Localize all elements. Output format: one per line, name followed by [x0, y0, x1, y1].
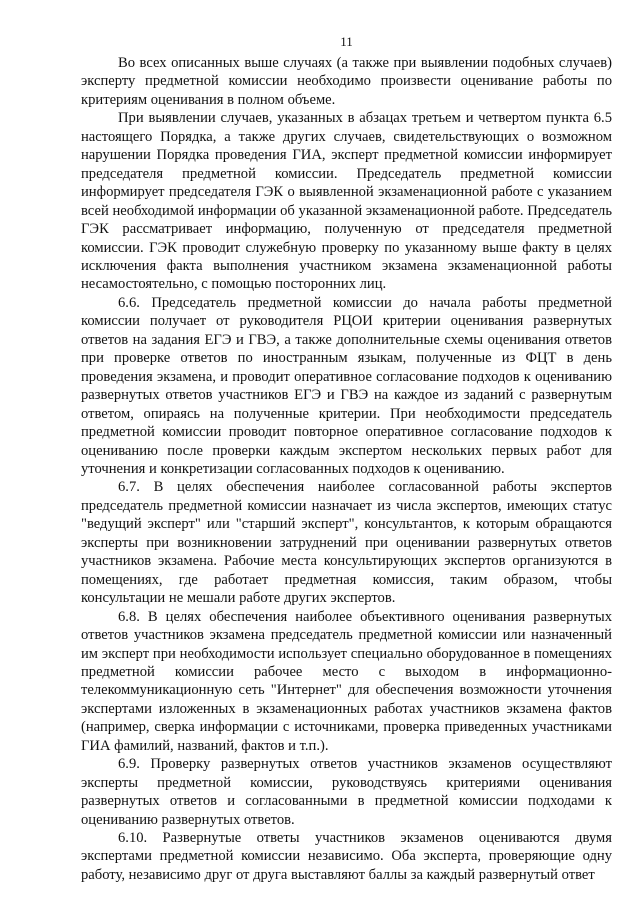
- paragraph-cases-summary: Во всех описанных выше случаях (а также при выявлении подобных случаев) эксперту предметной комиссии необходимо произвести оценивание работы по критериям оценивания в полном объеме.: [81, 55, 612, 108]
- paragraph-violation-reporting: При выявлении случаев, указанных в абзацах третьем и четвертом пункта 6.5 настоящего Порядка, а также других случаев, свидетельствующих о возможном нарушении Порядка проведения ГИА, эксперт предметной комиссии информирует председателя предметной комиссии. Председатель предметной комиссии информирует председателя ГЭК о выявленной экзаменационной работе с указанием всей необходимой информации об указанной экзаменационной работе. Председатель ГЭК рассматривает информацию, полученную от председателя предметной комиссии. ГЭК проводит служебную проверку по указанному выше факту в целях исключения факта выполнения участником экзамена экзаменационной работы несамостоятельно, с помощью посторонних лиц.: [81, 110, 612, 293]
- page-number: 11: [340, 34, 353, 49]
- paragraph-6-8: 6.8. В целях обеспечения наиболее объективного оценивания развернутых ответов участников экзамена председатель предметной комиссии или назначенный им эксперт при необходимости использует специально оборудованное в помещениях предметной комиссии рабочее место с выходом в информационно-телекоммуникационную сеть "Интернет" для обеспечения возможности уточнения экспертами изложенных в экзаменационных работах участников экзамена фактов (например, сверка информации с источниками, проверка приведенных участниками ГИА фамилий, названий, фактов и т.п.).: [81, 608, 612, 754]
- paragraph-6-7: 6.7. В целях обеспечения наиболее согласованной работы экспертов председатель предметной комиссии назначает из числа экспертов, имеющих статус "ведущий эксперт" или "старший эксперт", консультантов, к которым обращаются эксперты при возникновении затруднений при оценивании развернутых ответов участников экзамена. Рабочие места консультирующих экспертов организуются в помещениях, где работает предметная комиссия, таким образом, чтобы консультации не мешали работе других экспертов.: [81, 479, 612, 607]
- paragraph-6-6: 6.6. Председатель предметной комиссии до начала работы предметной комиссии получает от руководителя РЦОИ критерии оценивания развернутых ответов на задания ЕГЭ и ГВЭ, а также дополнительные схемы оценивания ответов при проверке ответов по иностранным языкам, полученные из ФЦТ в день проведения экзамена, и проводит оперативное согласование подходов к оцениванию развернутых ответов участников ЕГЭ и ГВЭ на каждое из заданий с развернутым ответом, опираясь на полученные критерии. При необходимости председатель предметной комиссии проводит повторное оперативное согласование подходов к оцениванию после проверки каждым экспертом нескольких первых работ для уточнения и конкретизации согласованных подходов к оцениванию.: [81, 294, 612, 477]
- paragraph-6-9: 6.9. Проверку развернутых ответов участников экзаменов осуществляют эксперты предметной комиссии, руководствуясь критериями оценивания развернутых ответов и согласованными в предметной комиссии подходами к оцениванию развернутых ответов.: [81, 756, 612, 828]
- paragraph-6-10: 6.10. Развернутые ответы участников экзаменов оцениваются двумя экспертами предметной комиссии независимо. Оба эксперта, проверяющие одну работу, независимо друг от друга выставляют баллы за каждый развернутый ответ: [81, 830, 612, 883]
